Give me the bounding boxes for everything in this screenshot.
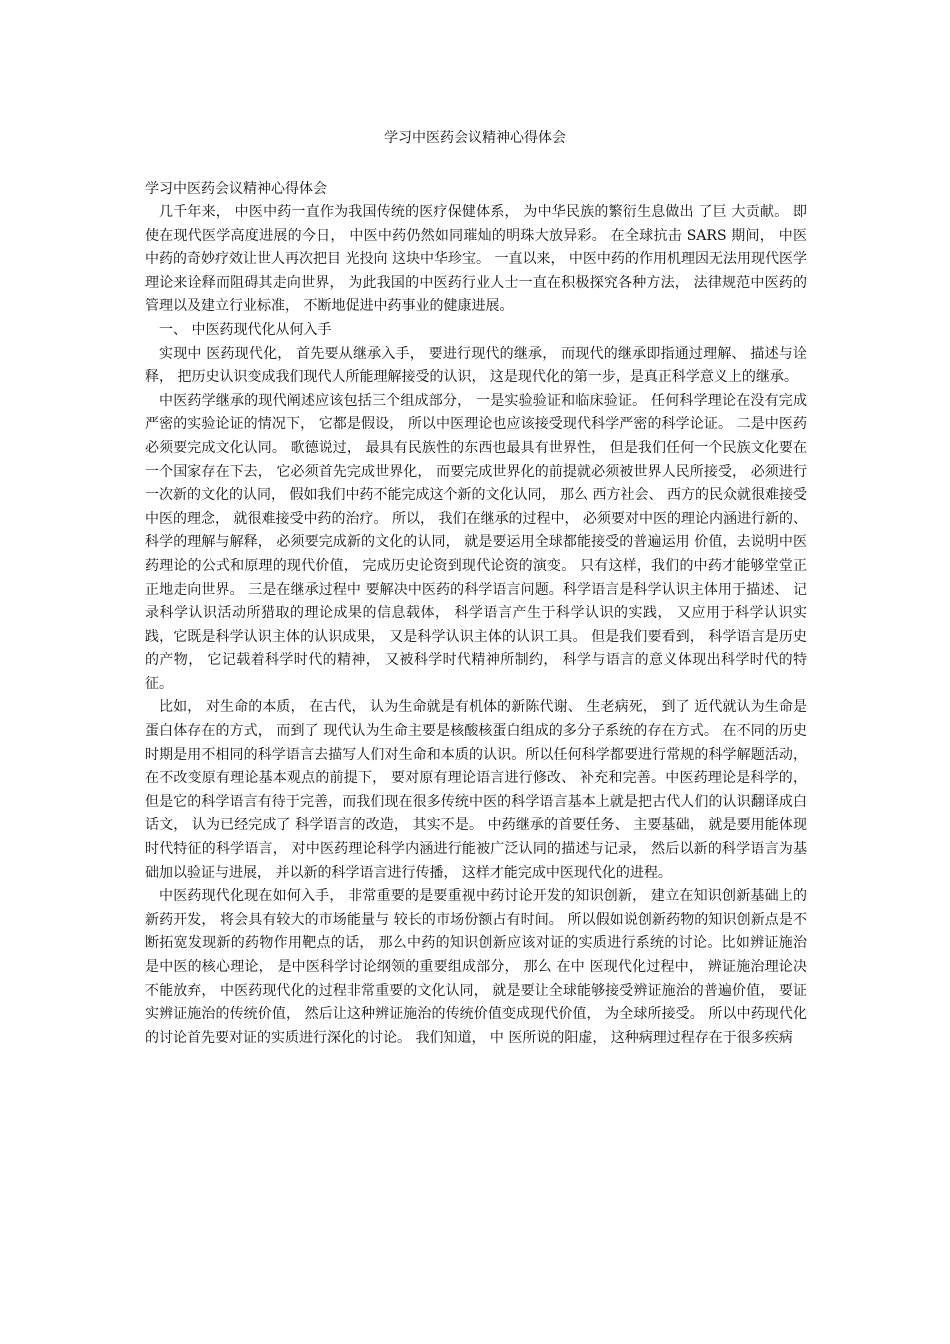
paragraph-intro: 几千年来， 中医中药一直作为我国传统的医疗保健体系， 为中华民族的繁衍生息做出 了巨 大贡献。 即使在现代医学高度进展的今日， 中医中药仍然如同璀灿的明珠大放异彩。 在全球抗击 SARS 期间， 中医中药的奇妙疗效让世人再次把目 光投向 这块中华珍宝。 一直以来， 中医中药的作用机理因无法用现代医学理论来诠释而阻碍其走向世界， 为此我国的中医药行业人士一直在积极探究各种方法， 法律规范中医药的管理以及建立行业标准， 不断地促进中药事业的健康进展。 bbox=[145, 204, 807, 315]
document-title: 学习中医药会议精神心得体会 bbox=[384, 130, 566, 146]
paragraph-inheritance: 实现中 医药现代化， 首先要从继承入手， 要进行现代的继承， 而现代的继承即指通过理解、 描述与诠释， 把历史认识变成我们现代人所能理解接受的认识， 这是现代化的第一步，是真正科学意义上的继承。 bbox=[145, 345, 807, 386]
paragraph-life-example: 比如， 对生命的本质， 在古代， 认为生命就是有机体的新陈代谢、 生老病死， 到了 近代就认为生命是蛋白体存在的方式， 而到了 现代认为生命主要是核酸核蛋白组成的多分子系统的存在方式。 在不同的历史时期是用不相同的科学语言去描写人们对生命和本质的认识。所以任何科学都要进行常规的科学解题活动， 在不改变原有理论基本观点的前提下， 要对原有理论语言进行修改、 补充和完善。中医药理论是科学的， 但是它的科学语言有待于完善，而我们现在很多传统中医的科学语言基本上就是把古代人们的认识翻译成白话文， 认为已经完成了 科学语言的改造， 其实不是。 中药继承的首要任务、 主要基础， 就是要用能体现时代特征的科学语言， 对中医药理论科学内涵进行能被广泛认同的描述与记录， 然后以新的科学语言为基础加以验证与进展， 并以新的科学语言进行传播， 这样才能完成中医现代化的进程。 bbox=[145, 699, 807, 881]
paragraph-innovation: 中医药现代化现在如何入手， 非常重要的是要重视中药讨论开发的知识创新， 建立在知识创新基础上的新药开发， 将会具有较大的市场能量与 较长的市场份额占有时间。 所以假如说创新药物的知识创新点是不断拓宽发现新的药物作用靶点的话， 那么中药的知识创新应该对证的实质进行系统的讨论。比如辨证施治是中医的核心理论， 是中医科学讨论纲领的重要组成部分， 那么 在中 医现代化过程中， 辨证施治理论决不能放弃， 中医药现代化的过程非常重要的文化认同， 就是要让全球能够接受辨证施治的普遍价值， 要证实辨证施治的传统价值， 然后让这种辨证施治的传统价值变成现代价值， 为全球所接受。 所以中药现代化的讨论首先要对证的实质进行深化的讨论。 我们知道， 中 医所说的阳虚， 这种病理过程存在于很多疾病 bbox=[145, 888, 807, 1046]
paragraph-three-parts: 中医药学继承的现代阐述应该包括三个组成部分， 一是实验验证和临床验证。 任何科学理论在没有完成严密的实验论证的情况下， 它都是假设， 所以中医理论也应该接受现代科学严密的科学论证。 二是中医药必须要完成文化认同。 歌德说过， 最具有民族性的东西也最具有世界性， 但是我们任何一个民族文化要在一个国家存在下去， 它必须首先完成世界化， 而要完成世界化的前提就必须被世界人民所接受， 必须进行一次新的文化的认同， 假如我们中药不能完成这个新的文化认同， 那么 西方社会、 西方的民众就很难接受中医的理念， 就很难接受中药的治疗。 所以， 我们在继承的过程中， 必须要对中医的理论内涵进行新的、 科学的理解与解释， 必须要完成新的文化的认同， 就是要运用全球都能接受的普遍运用 价值，去说明中医药理论的公式和原理的现代价值， 完成历史论资到现代论资的演变。 只有这样，我们的中药才能够堂堂正正地走向世界。 三是在继承过程中 要解决中医药的科学语言问题。科学语言是科学认识主体用于描述、 记录科学认识活动所猎取的理论成果的信息载体， 科学语言产生于科学认识的实践， 又应用于科学认识实践，它既是科学认识主体的认识成果， 又是科学认识主体的认识工具。 但是我们要看到， 科学语言是历史的产物， 它记载着科学时代的精神， 又被科学时代精神所制约， 科学与语言的意义体现出科学时代的特征。 bbox=[145, 392, 807, 692]
document-subtitle: 学习中医药会议精神心得体会 bbox=[145, 181, 327, 197]
document-body bbox=[145, 177, 807, 1050]
section-heading: 一、 中医药现代化从何入手 bbox=[159, 321, 332, 338]
